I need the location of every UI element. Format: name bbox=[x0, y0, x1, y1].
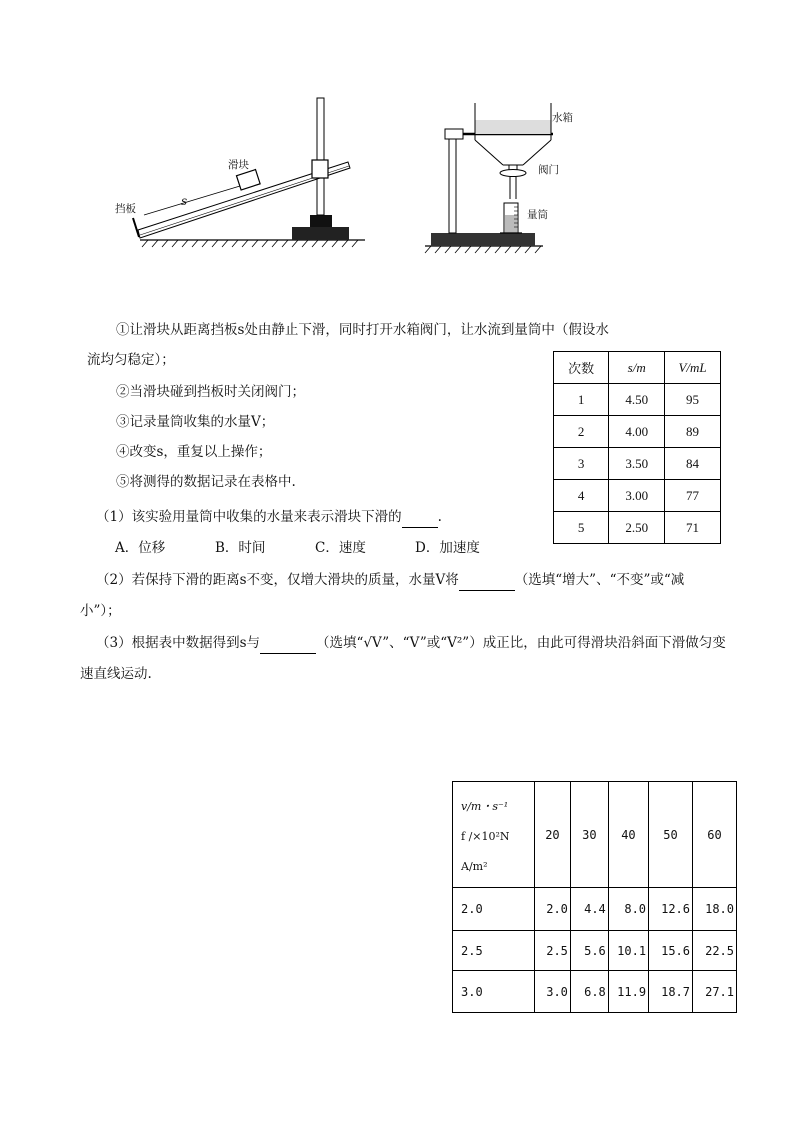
table-row bbox=[554, 416, 721, 448]
step-1: ①让滑块从距离挡板s处由静止下滑，同时打开水箱阀门，让水流到量筒中（假设水 bbox=[116, 322, 609, 338]
table-cell: 5 bbox=[554, 512, 609, 544]
table-cell: 3.00 bbox=[609, 480, 665, 512]
table-cell: 84 bbox=[665, 448, 721, 480]
table-cell: 27.1 bbox=[693, 971, 737, 1013]
header-corner-cell bbox=[453, 782, 535, 888]
question-3-continued: 速直线运动. bbox=[80, 666, 152, 682]
table-cell: 77 bbox=[665, 480, 721, 512]
question-3-options-text: （选填“√V”、“V”或“V²”）成正比，由此可得滑块沿斜面下滑做匀变 bbox=[316, 635, 726, 651]
table-cell: 2.5 bbox=[534, 931, 570, 971]
question-1-end: . bbox=[437, 509, 442, 525]
table-row bbox=[554, 384, 721, 416]
table-cell: 15.6 bbox=[649, 931, 693, 971]
question-2-text: （2）若保持下滑的距离s不变，仅增大滑块的质量，水量V将 bbox=[96, 572, 459, 588]
header-cell: 40 bbox=[608, 782, 648, 888]
table-row bbox=[453, 931, 737, 971]
step-4: ④改变s，重复以上操作； bbox=[116, 444, 272, 460]
question-2-continued: 小”）； bbox=[80, 603, 121, 619]
header-cell: s/m bbox=[609, 352, 665, 384]
table-cell: 95 bbox=[665, 384, 721, 416]
question-2 bbox=[96, 570, 684, 591]
table-cell: 11.9 bbox=[608, 971, 648, 1013]
table-cell: 1 bbox=[554, 384, 609, 416]
table-cell: 10.1 bbox=[608, 931, 648, 971]
table-cell: 2.50 bbox=[609, 512, 665, 544]
question-1-text: （1）该实验用量筒中收集的水量来表示滑块下滑的 bbox=[96, 509, 402, 525]
step-1-continued: 流均匀稳定）； bbox=[87, 352, 175, 368]
row-label: 2.5 bbox=[453, 931, 535, 971]
table-row bbox=[453, 888, 737, 931]
header-cell: 次数 bbox=[554, 352, 609, 384]
table-cell: 18.7 bbox=[649, 971, 693, 1013]
label-valve: 阀门 bbox=[538, 164, 559, 176]
question-1 bbox=[96, 507, 442, 528]
option-d[interactable]: D．加速度 bbox=[415, 540, 480, 556]
header-cell: 30 bbox=[570, 782, 608, 888]
header-line-a: A/m² bbox=[461, 860, 488, 873]
answer-blank-2[interactable] bbox=[459, 570, 515, 591]
question-3-text: （3）根据表中数据得到s与 bbox=[96, 635, 261, 651]
header-line-v: v/m・s⁻¹ bbox=[461, 800, 509, 813]
header-cell: 60 bbox=[693, 782, 737, 888]
step-5: ⑤将测得的数据记录在表格中. bbox=[116, 474, 296, 490]
table-cell: 4.00 bbox=[609, 416, 665, 448]
answer-blank-3[interactable] bbox=[260, 633, 316, 654]
option-a[interactable]: A．位移 bbox=[115, 540, 166, 556]
data-table-force bbox=[452, 781, 737, 1013]
step-2: ②当滑块碰到挡板时关闭阀门； bbox=[116, 384, 305, 400]
table-cell: 12.6 bbox=[649, 888, 693, 931]
table-cell: 22.5 bbox=[693, 931, 737, 971]
table-cell: 8.0 bbox=[608, 888, 648, 931]
answer-blank-1[interactable] bbox=[402, 507, 438, 528]
table-header-row bbox=[453, 782, 737, 888]
table-cell: 4.50 bbox=[609, 384, 665, 416]
table-cell: 6.8 bbox=[570, 971, 608, 1013]
option-b[interactable]: B．时间 bbox=[215, 540, 266, 556]
question-1-options bbox=[115, 538, 515, 558]
header-cell: V/mL bbox=[665, 352, 721, 384]
step-3: ③记录量筒收集的水量V； bbox=[116, 414, 275, 430]
table-cell: 4.4 bbox=[570, 888, 608, 931]
table-header-row bbox=[554, 352, 721, 384]
table-cell: 3.0 bbox=[534, 971, 570, 1013]
label-board: 挡板 bbox=[115, 203, 136, 215]
table-cell: 18.0 bbox=[693, 888, 737, 931]
data-table-trials bbox=[553, 351, 721, 544]
table-cell: 4 bbox=[554, 480, 609, 512]
row-label: 3.0 bbox=[453, 971, 535, 1013]
table-cell: 2.0 bbox=[534, 888, 570, 931]
table-cell: 5.6 bbox=[570, 931, 608, 971]
table-cell: 3 bbox=[554, 448, 609, 480]
table-row bbox=[554, 448, 721, 480]
question-3 bbox=[96, 633, 726, 654]
option-c[interactable]: C．速度 bbox=[315, 540, 366, 556]
label-tank: 水箱 bbox=[552, 112, 573, 124]
table-row bbox=[453, 971, 737, 1013]
table-row bbox=[554, 480, 721, 512]
label-cylinder: 量筒 bbox=[527, 209, 548, 221]
row-label: 2.0 bbox=[453, 888, 535, 931]
table-cell: 2 bbox=[554, 416, 609, 448]
header-cell: 50 bbox=[649, 782, 693, 888]
label-slider: 滑块 bbox=[228, 159, 249, 171]
table-cell: 89 bbox=[665, 416, 721, 448]
table-cell: 71 bbox=[665, 512, 721, 544]
question-2-options-text: （选填“增大”、“不变”或“减 bbox=[514, 572, 685, 588]
header-line-f: f /×10²N bbox=[461, 830, 510, 843]
table-row bbox=[554, 512, 721, 544]
header-cell: 20 bbox=[534, 782, 570, 888]
label-s: s bbox=[181, 194, 188, 208]
table-cell: 3.50 bbox=[609, 448, 665, 480]
